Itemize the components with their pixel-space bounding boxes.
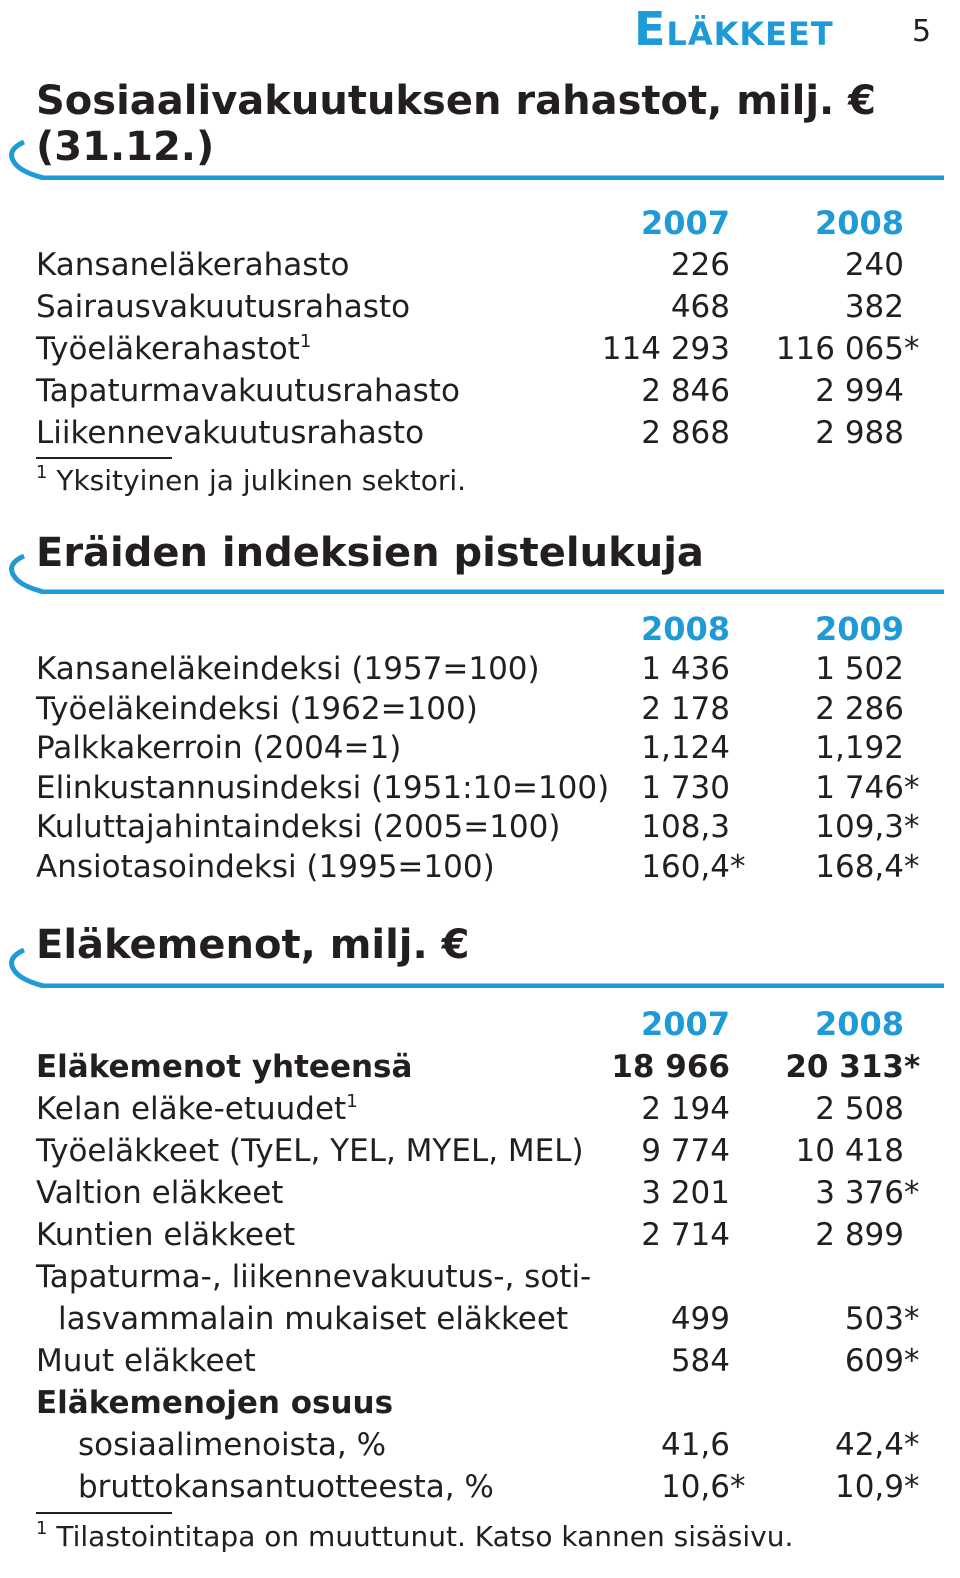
row-label: Valtion eläkkeet xyxy=(36,1175,284,1211)
year-col-2-number: 2008 xyxy=(814,1005,904,1043)
table-row xyxy=(0,1130,960,1172)
table-row xyxy=(0,244,960,286)
value-col-2 xyxy=(845,286,924,328)
value-col-2-number: 2 994 xyxy=(815,373,904,409)
year-col-2-number: 2008 xyxy=(814,204,904,242)
value-col-1-number: 18 966 xyxy=(611,1049,730,1085)
table-row xyxy=(0,286,960,328)
table1-title-line1: Sosiaalivakuutuksen rahastot, milj. € xyxy=(36,78,876,124)
value-col-1-number: 10,6 xyxy=(660,1469,730,1505)
table-row xyxy=(0,1088,960,1130)
value-col-2 xyxy=(815,1172,924,1214)
row-label: Muut eläkkeet xyxy=(36,1343,256,1379)
value-col-1 xyxy=(641,412,750,454)
value-col-2 xyxy=(815,688,924,730)
table1-rule xyxy=(4,140,944,180)
value-col-2-mark: * xyxy=(904,769,920,806)
value-col-2-number: 1,192 xyxy=(815,730,904,767)
value-col-2-number: 42,4 xyxy=(834,1427,904,1463)
value-col-2-mark: * xyxy=(904,1343,920,1379)
value-col-2 xyxy=(835,1466,924,1508)
year-col-2 xyxy=(815,1003,924,1045)
row-label: Kelan eläke-etuudet$^1$ xyxy=(36,1091,358,1127)
value-col-2-number: 2 988 xyxy=(815,415,904,451)
table-row xyxy=(0,370,960,412)
row-label: Tapaturma-, liikennevakuutus-, soti- xyxy=(36,1259,592,1295)
value-col-1-number: 3 201 xyxy=(641,1175,730,1211)
value-col-2-mark: * xyxy=(904,1175,920,1211)
value-col-2-number: 609 xyxy=(844,1343,904,1379)
row-label: Työeläkeindeksi (1962=100) xyxy=(36,690,478,727)
value-col-1-number: 160,4 xyxy=(641,849,730,885)
value-col-1-number: 2 868 xyxy=(641,415,730,451)
value-col-2-number: 10,9 xyxy=(834,1469,904,1505)
value-col-2-number: 116 065 xyxy=(775,331,904,367)
value-col-2 xyxy=(815,767,924,809)
row-label: Ansiotasoindeksi (1995=100) xyxy=(36,849,495,885)
row-label: Eläkemenojen osuus xyxy=(36,1385,394,1421)
value-col-2 xyxy=(815,846,924,888)
year-col-2-number: 2009 xyxy=(814,610,904,648)
value-col-1-number: 2 178 xyxy=(641,690,730,727)
row-label: Työeläkerahastot$^1$ xyxy=(36,331,312,367)
value-col-1 xyxy=(602,328,750,370)
value-col-1-number: 1,124 xyxy=(641,730,730,767)
footnote-ref: 1 xyxy=(346,1091,358,1112)
value-col-1 xyxy=(671,286,750,328)
table-row xyxy=(0,412,960,454)
value-col-1 xyxy=(641,370,750,412)
table-row xyxy=(0,1172,960,1214)
value-col-1-mark: * xyxy=(730,849,746,885)
value-col-1-number: 2 194 xyxy=(641,1091,730,1127)
value-col-1 xyxy=(661,1466,750,1508)
value-col-2-number: 109,3 xyxy=(815,809,904,846)
year-header-row xyxy=(0,1003,960,1045)
value-col-2-mark: * xyxy=(904,1301,920,1337)
value-col-2 xyxy=(815,370,924,412)
footnote-text: Tilastointitapa on muuttunut. Katso kannen sisäsivu. xyxy=(47,1520,794,1553)
year-col-1 xyxy=(641,202,750,244)
value-col-2-number: 168,4 xyxy=(815,849,904,885)
table-row xyxy=(0,688,960,730)
year-header-row xyxy=(0,202,960,244)
table3-rule xyxy=(4,948,944,988)
value-col-1 xyxy=(671,244,750,286)
value-col-2 xyxy=(845,244,924,286)
table-row xyxy=(0,1382,960,1424)
footnote-mark: 1 xyxy=(36,462,48,483)
table-row xyxy=(0,648,960,690)
row-label: Eläkemenot yhteensä xyxy=(36,1049,413,1085)
value-col-1-number: 226 xyxy=(670,247,730,283)
table-row xyxy=(0,806,960,848)
table1-footnote xyxy=(36,464,466,497)
table-row xyxy=(0,1298,960,1340)
value-col-2 xyxy=(835,1424,924,1466)
value-col-1 xyxy=(641,1214,750,1256)
row-label: Kuntien eläkkeet xyxy=(36,1217,296,1253)
value-col-1-number: 1 436 xyxy=(641,651,730,687)
row-label: Sairausvakuutusrahasto xyxy=(36,289,411,325)
value-col-1-number: 499 xyxy=(670,1301,730,1337)
value-col-2-number: 10 418 xyxy=(795,1133,904,1169)
year-col-1-number: 2008 xyxy=(640,610,730,648)
value-col-2 xyxy=(785,1046,924,1088)
value-col-2 xyxy=(796,1130,924,1172)
value-col-2-number: 382 xyxy=(844,289,904,325)
year-col-1 xyxy=(641,608,750,650)
value-col-2-number: 20 313 xyxy=(785,1049,904,1085)
value-col-2-number: 1 502 xyxy=(815,651,904,687)
value-col-2-mark: * xyxy=(904,849,920,885)
table-row xyxy=(0,1256,960,1298)
row-label: Palkkakerroin (2004=1) xyxy=(36,730,402,767)
value-col-1 xyxy=(641,688,750,730)
value-col-1-number: 114 293 xyxy=(601,331,730,367)
value-col-2-number: 3 376 xyxy=(815,1175,904,1211)
table-row xyxy=(0,846,960,888)
row-label: Työeläkkeet (TyEL, YEL, MYEL, MEL) xyxy=(36,1133,584,1169)
value-col-1 xyxy=(611,1046,750,1088)
table-row xyxy=(0,1214,960,1256)
value-col-1-number: 584 xyxy=(670,1343,730,1379)
value-col-2-number: 2 286 xyxy=(815,690,904,727)
value-col-1-number: 2 846 xyxy=(641,373,730,409)
value-col-1-number: 108,3 xyxy=(641,809,730,846)
row-label: sosiaalimenoista, % xyxy=(78,1427,387,1463)
table2-title: Eräiden indeksien pistelukuja xyxy=(36,530,704,576)
year-col-1-number: 2007 xyxy=(640,204,730,242)
table1-title-line2: (31.12.) xyxy=(36,124,215,170)
value-col-2-mark: * xyxy=(904,1469,920,1505)
value-col-1 xyxy=(641,846,750,888)
row-label: lasvammalain mukaiset eläkkeet xyxy=(58,1301,569,1337)
value-col-1 xyxy=(641,1130,750,1172)
value-col-2-number: 2 508 xyxy=(815,1091,904,1127)
table-row xyxy=(0,1340,960,1382)
value-col-1 xyxy=(641,806,750,848)
value-col-1-number: 468 xyxy=(670,289,730,325)
table3-footnote xyxy=(36,1520,793,1553)
year-col-2 xyxy=(815,608,924,650)
row-label: Kansaneläkeindeksi (1957=100) xyxy=(36,651,540,687)
value-col-1-number: 41,6 xyxy=(660,1427,730,1463)
value-col-2-mark: * xyxy=(904,809,920,846)
row-label: Elinkustannusindeksi (1951:10=100) xyxy=(36,769,610,806)
value-col-1 xyxy=(641,767,750,809)
page-number: 5 xyxy=(912,14,932,49)
value-col-1-number: 9 774 xyxy=(641,1133,730,1169)
value-col-1-mark: * xyxy=(730,1469,746,1505)
value-col-2-mark: * xyxy=(904,331,920,367)
row-label: Tapaturmavakuutusrahasto xyxy=(36,373,460,409)
table2-rule xyxy=(4,554,944,594)
footnote-ref: 1 xyxy=(299,331,312,352)
table3-title: Eläkemenot, milj. € xyxy=(36,922,470,968)
value-col-1 xyxy=(661,1424,750,1466)
value-col-1-number: 1 730 xyxy=(641,769,730,806)
table-row xyxy=(0,767,960,809)
row-label: Liikennevakuutusrahasto xyxy=(36,415,425,451)
value-col-2 xyxy=(815,727,924,769)
value-col-1 xyxy=(671,1298,750,1340)
value-col-2-number: 503 xyxy=(844,1301,904,1337)
footnote-text: Yksityinen ja julkinen sektori. xyxy=(47,464,467,497)
table-row xyxy=(0,1424,960,1466)
row-label: Kuluttajahintaindeksi (2005=100) xyxy=(36,809,561,846)
table-row xyxy=(0,727,960,769)
footnote-divider xyxy=(36,1512,172,1514)
value-col-1-number: 2 714 xyxy=(641,1217,730,1253)
value-col-2-mark: * xyxy=(904,1427,920,1463)
table-row xyxy=(0,1046,960,1088)
value-col-2-number: 1 746 xyxy=(815,769,904,806)
value-col-2 xyxy=(815,412,924,454)
year-col-1 xyxy=(641,1003,750,1045)
value-col-2-mark: * xyxy=(904,1049,921,1085)
value-col-2 xyxy=(815,806,924,848)
value-col-1 xyxy=(641,727,750,769)
value-col-2-number: 240 xyxy=(844,247,904,283)
value-col-2-number: 2 899 xyxy=(815,1217,904,1253)
section-title: Eläkkeet xyxy=(634,2,834,56)
value-col-2 xyxy=(776,328,924,370)
value-col-1 xyxy=(641,648,750,690)
value-col-1 xyxy=(671,1340,750,1382)
value-col-2 xyxy=(845,1298,924,1340)
table-row xyxy=(0,1466,960,1508)
value-col-2 xyxy=(815,1088,924,1130)
footnote-mark: 1 xyxy=(36,1518,48,1539)
value-col-2 xyxy=(815,648,924,690)
year-col-2 xyxy=(815,202,924,244)
year-col-1-number: 2007 xyxy=(640,1005,730,1043)
row-label: Kansaneläkerahasto xyxy=(36,247,350,283)
row-label: bruttokansantuotteesta, % xyxy=(78,1469,494,1505)
year-header-row xyxy=(0,608,960,650)
value-col-2 xyxy=(815,1214,924,1256)
table-row xyxy=(0,328,960,370)
value-col-1 xyxy=(641,1088,750,1130)
value-col-1 xyxy=(641,1172,750,1214)
value-col-2 xyxy=(845,1340,924,1382)
footnote-divider xyxy=(36,457,172,459)
